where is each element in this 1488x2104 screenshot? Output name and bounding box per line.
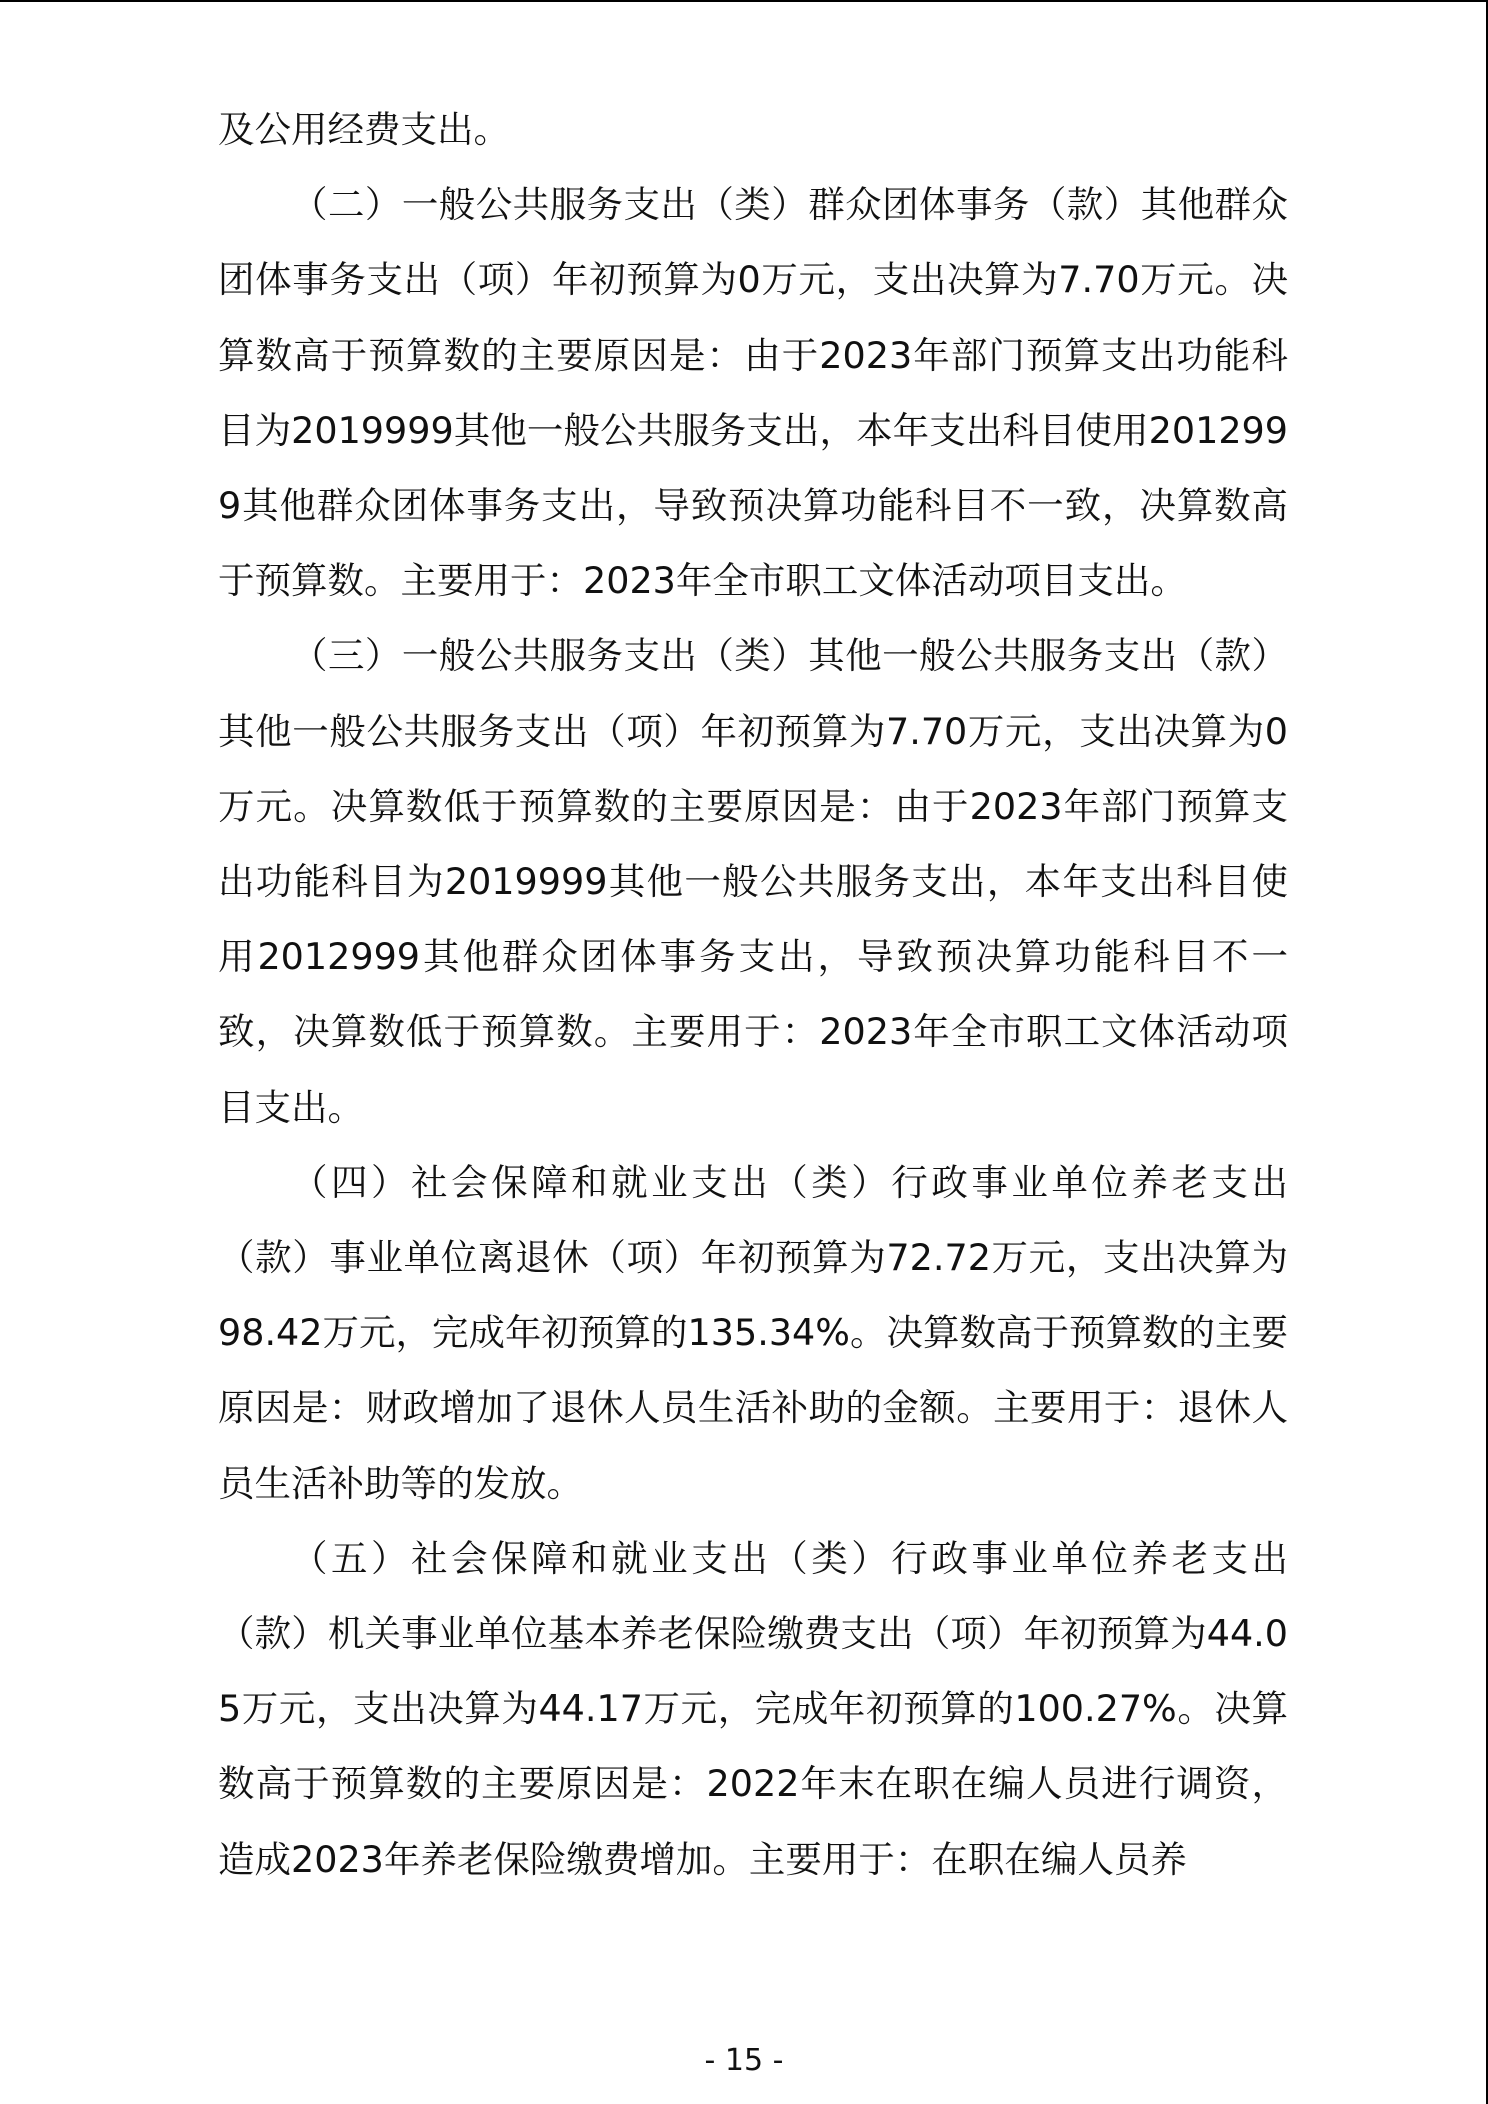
paragraph-general-public-service-other: （三）一般公共服务支出（类）其他一般公共服务支出（款）其他一般公共服务支出（项）年初预算为7.70万元，支出决算为0万元。决算数低于预算数的主要原因是：由于2023年部门预算支出功能科目为2019999其他一般公共服务支出，本年支出科目使用2012999其他群众团体事务支出，导致预决算功能科目不一致，决算数低于预算数。主要用于：2023年全市职工文体活动项目支出。 — [218, 634, 1288, 1129]
paragraph-social-security-retirement: （四）社会保障和就业支出（类）行政事业单位养老支出（款）事业单位离退休（项）年初预算为72.72万元，支出决算为98.42万元，完成年初预算的135.34%。决算数高于预算数的主要原因是：财政增加了退休人员生活补助的金额。主要用于：退休人员生活补助等的发放。 — [218, 1160, 1288, 1505]
paragraph-general-public-service-mass-organizations: （二）一般公共服务支出（类）群众团体事务（款）其他群众团体事务支出（项）年初预算为0万元，支出决算为7.70万元。决算数高于预算数的主要原因是：由于2023年部门预算支出功能科目为2019999其他一般公共服务支出，本年支出科目使用2012999其他群众团体事务支出，导致预决算功能科目不一致，决算数高于预算数。主要用于：2023年全市职工文体活动项目支出。 — [218, 183, 1288, 603]
paragraph-social-security-pension-insurance: （五）社会保障和就业支出（类）行政事业单位养老支出（款）机关事业单位基本养老保险缴费支出（项）年初预算为44.05万元，支出决算为44.17万元，完成年初预算的100.27%。决算数高于预算数的主要原因是：2022年末在职在编人员进行调资，造成2023年养老保险缴费增加。主要用于：在职在编人员养 — [218, 1536, 1288, 1881]
page-number: - 15 - — [704, 2043, 784, 2078]
paragraph-continuation: 及公用经费支出。 — [218, 108, 510, 151]
document-body — [218, 92, 1288, 1897]
